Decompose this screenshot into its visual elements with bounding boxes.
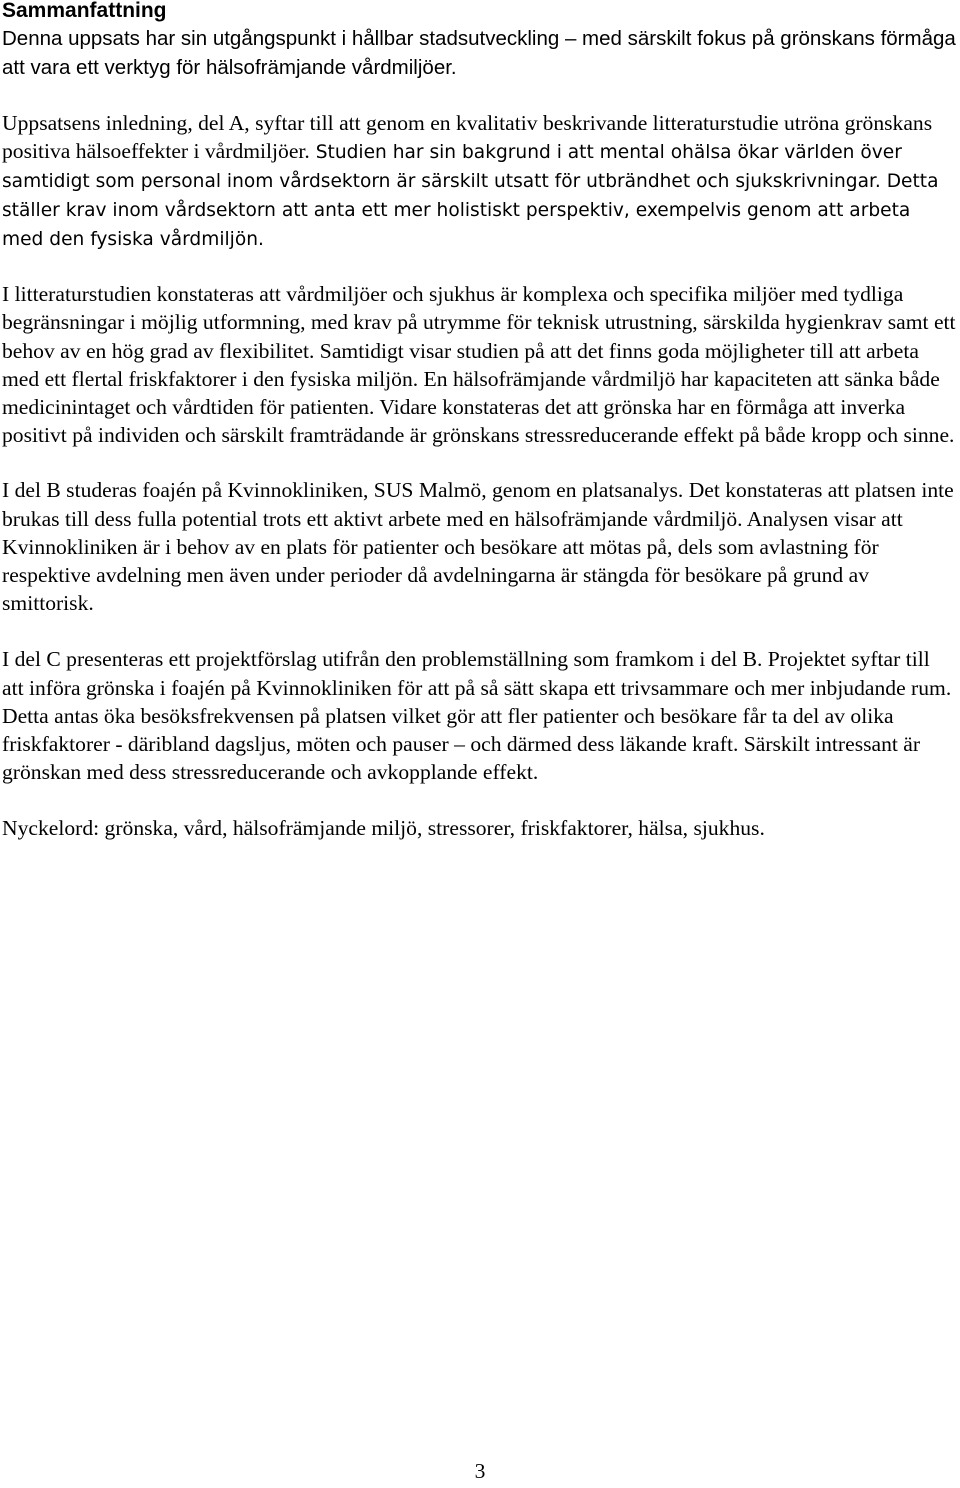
section-heading: Sammanfattning bbox=[2, 0, 167, 22]
intro-paragraph: Denna uppsats har sin utgångspunkt i hållbar stadsutveckling – med särskilt fokus på grönskans förmåga att vara ett verktyg för hälsofrämjande vårdmiljöer. bbox=[2, 27, 956, 79]
page-number: 3 bbox=[474, 1459, 486, 1483]
keywords-paragraph: Nyckelord: grönska, vård, hälsofrämjande miljö, stressorer, friskfaktorer, hälsa, sjukhus. bbox=[2, 816, 765, 841]
part-a-first-sentence: Uppsatsens inledning, del A, syftar till att genom en kvalitativ beskrivande litteraturstudie utröna grönskans positiva hälsoeffekter i vårdmiljöer. bbox=[2, 111, 933, 164]
part-a-continuation: Studien har sin bakgrund i att mental ohälsa ökar världen över samtidigt som personal inom vårdsektorn är särskilt utsatt för utbrändhet och sjukskrivningar. Detta ställer krav inom vårdsektorn att anta ett mer holistiskt perspektiv, exempelvis genom att arbeta med den fysiska vårdmiljön. bbox=[2, 142, 939, 251]
part-a-paragraph bbox=[2, 109, 956, 254]
literature-study-paragraph: I litteraturstudien konstateras att vårdmiljöer och sjukhus är komplexa och specifika miljöer med tydliga begränsningar i möjlig utformning, med krav på utrymme för teknisk utrustning, särskilda hygienkrav samt ett behov av en hög grad av flexibilitet. Samtidigt visar studien på att det finns goda möjligheter till att arbeta med ett flertal friskfaktorer i den fysiska miljön. En hälsofrämjande vårdmiljö har kapaciteten att sänka både medicinintaget och vårdtiden för patienten. Vidare konstateras det att grönska har en förmåga att inverka positivt på individen och särskilt framträdande är grönskans stressreducerande effekt på både kropp och sinne. bbox=[2, 282, 956, 448]
part-c-paragraph: I del C presenteras ett projektförslag utifrån den problemställning som framkom i del B. Projektet syftar till att införa grönska i foajén på Kvinnokliniken för att på så sätt skapa ett trivsammare och mer inbjudande rum. Detta antas öka besöksfrekvensen på platsen vilket gör att fler patienter och besökare får ta del av olika friskfaktorer - däribland dagsljus, möten och pauser – och därmed dess läkande kraft. Särskilt intressant är grönskan med dess stressreducerande och avkopplande effekt. bbox=[2, 647, 952, 785]
part-b-paragraph: I del B studeras foajén på Kvinnokliniken, SUS Malmö, genom en platsanalys. Det konstateras att platsen inte brukas till dess fulla potential trots ett aktivt arbete med en hälsofrämjande vårdmiljö. Analysen visar att Kvinnokliniken är i behov av en plats för patienter och besökare att mötas på, dels som avlastning för respektive avdelning men även under perioder då avdelningarna är stängda för besökare på grund av smittorisk. bbox=[2, 478, 954, 616]
